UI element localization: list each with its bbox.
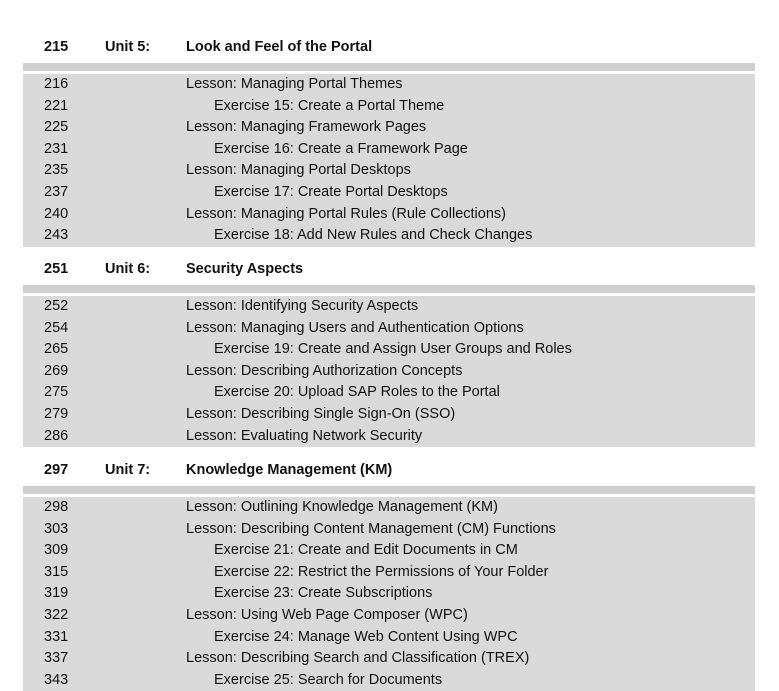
unit-header xyxy=(23,255,755,285)
entry-page-number: 286 xyxy=(44,427,69,444)
toc-exercise-row xyxy=(23,96,755,118)
entry-title: Exercise 15: Create a Portal Theme xyxy=(214,97,445,114)
entry-title: Lesson: Managing Users and Authentication Options xyxy=(186,319,524,336)
entry-title: Exercise 25: Search for Documents xyxy=(214,671,443,688)
unit-divider-bar xyxy=(23,486,755,494)
unit-label: Unit 7: xyxy=(105,462,151,478)
entry-title: Lesson: Identifying Security Aspects xyxy=(186,298,419,314)
entry-page-number: 235 xyxy=(44,162,69,179)
entry-title: Exercise 16: Create a Framework Page xyxy=(214,140,468,157)
entry-title: Exercise 19: Create and Assign User Groups and Roles xyxy=(214,341,572,358)
unit-header xyxy=(23,33,755,63)
unit-page-number: 297 xyxy=(44,462,69,478)
entry-list xyxy=(23,296,755,447)
entry-page-number: 269 xyxy=(44,362,69,379)
toc-exercise-row xyxy=(23,540,755,562)
toc-exercise-row xyxy=(23,670,755,691)
entry-title: Lesson: Describing Content Management (CM) Functions xyxy=(186,520,556,537)
entry-page-number: 303 xyxy=(44,520,69,537)
entry-page-number: 275 xyxy=(44,384,69,401)
toc-lesson-row xyxy=(23,361,755,383)
entry-page-number: 225 xyxy=(44,119,69,136)
unit-header xyxy=(23,456,755,486)
toc-exercise-row xyxy=(23,627,755,649)
toc-exercise-row xyxy=(23,225,755,247)
entry-page-number: 319 xyxy=(44,585,69,602)
toc-lesson-row xyxy=(23,318,755,340)
entry-title: Lesson: Managing Portal Desktops xyxy=(186,162,411,179)
entry-page-number: 254 xyxy=(44,319,69,336)
toc-lesson-row xyxy=(23,426,755,448)
entry-title: Lesson: Describing Search and Classification (TREX) xyxy=(186,650,530,667)
unit-section-7 xyxy=(23,456,755,691)
unit-label: Unit 6: xyxy=(105,261,151,277)
entry-title: Exercise 23: Create Subscriptions xyxy=(214,585,433,602)
toc-exercise-row xyxy=(23,382,755,404)
toc-lesson-row xyxy=(23,117,755,139)
unit-page-number: 215 xyxy=(44,39,69,55)
entry-page-number: 315 xyxy=(44,563,69,580)
entry-page-number: 252 xyxy=(44,298,69,314)
entry-title: Exercise 22: Restrict the Permissions of Your Folder xyxy=(214,563,549,580)
entry-page-number: 221 xyxy=(44,97,69,114)
toc-lesson-row xyxy=(23,404,755,426)
entry-page-number: 343 xyxy=(44,671,69,688)
unit-divider-bar xyxy=(23,63,755,71)
unit-title: Security Aspects xyxy=(186,261,304,277)
toc-lesson-row xyxy=(23,605,755,627)
entry-page-number: 265 xyxy=(44,341,69,358)
toc-lesson-row xyxy=(23,648,755,670)
entry-title: Lesson: Managing Portal Themes xyxy=(186,76,403,92)
entry-page-number: 331 xyxy=(44,628,69,645)
entry-page-number: 309 xyxy=(44,542,69,559)
entry-title: Exercise 24: Manage Web Content Using WPC xyxy=(214,628,518,645)
toc-lesson-row xyxy=(23,497,755,519)
entry-title: Lesson: Using Web Page Composer (WPC) xyxy=(186,606,468,623)
entry-page-number: 237 xyxy=(44,183,69,200)
toc-exercise-row xyxy=(23,562,755,584)
toc-lesson-row xyxy=(23,519,755,541)
unit-label: Unit 5: xyxy=(105,39,151,55)
entry-title: Lesson: Outlining Knowledge Management (KM) xyxy=(186,499,498,515)
entry-page-number: 216 xyxy=(44,76,69,92)
unit-divider-bar xyxy=(23,285,755,293)
entry-page-number: 337 xyxy=(44,650,69,667)
entry-list xyxy=(23,74,755,247)
entry-title: Lesson: Describing Single Sign-On (SSO) xyxy=(186,405,456,422)
entry-title: Exercise 20: Upload SAP Roles to the Portal xyxy=(214,384,500,401)
unit-title: Knowledge Management (KM) xyxy=(186,462,393,478)
toc-lesson-row xyxy=(23,296,755,318)
entry-page-number: 231 xyxy=(44,140,69,157)
entry-title: Exercise 21: Create and Edit Documents in CM xyxy=(214,542,518,559)
toc-lesson-row xyxy=(23,160,755,182)
entry-title: Exercise 17: Create Portal Desktops xyxy=(214,183,448,200)
entry-title: Lesson: Managing Framework Pages xyxy=(186,119,427,136)
entry-title: Lesson: Managing Portal Rules (Rule Collections) xyxy=(186,205,506,222)
toc-exercise-row xyxy=(23,182,755,204)
toc-lesson-row xyxy=(23,74,755,96)
entry-list xyxy=(23,497,755,691)
entry-page-number: 243 xyxy=(44,227,69,244)
entry-title: Lesson: Evaluating Network Security xyxy=(186,427,423,444)
unit-page-number: 251 xyxy=(44,261,69,277)
entry-page-number: 279 xyxy=(44,405,69,422)
entry-title: Lesson: Describing Authorization Concepts xyxy=(186,362,463,379)
entry-page-number: 240 xyxy=(44,205,69,222)
unit-section-6 xyxy=(23,255,755,447)
toc-lesson-row xyxy=(23,204,755,226)
unit-section-5 xyxy=(23,33,755,247)
entry-page-number: 322 xyxy=(44,606,69,623)
unit-title: Look and Feel of the Portal xyxy=(186,39,373,55)
toc-exercise-row xyxy=(23,139,755,161)
entry-page-number: 298 xyxy=(44,499,69,515)
entry-title: Exercise 18: Add New Rules and Check Changes xyxy=(214,227,533,244)
toc-exercise-row xyxy=(23,339,755,361)
toc-exercise-row xyxy=(23,583,755,605)
